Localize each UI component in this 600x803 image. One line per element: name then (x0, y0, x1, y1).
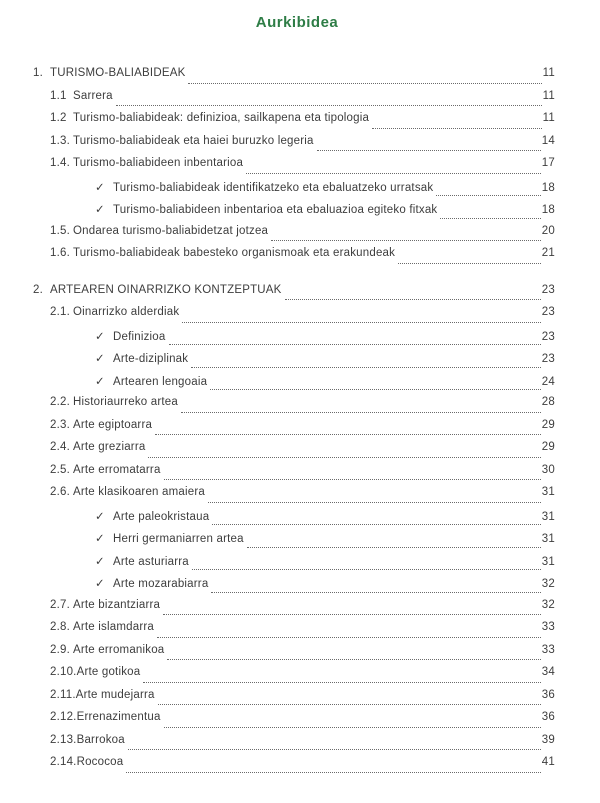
toc-entry-label: Arte paleokristaua (113, 510, 210, 523)
toc-entry-page: 20 (541, 224, 555, 237)
toc-entry[interactable] (33, 157, 555, 180)
toc-entry-label: Definizioa (113, 330, 166, 343)
dot-leader (163, 614, 541, 615)
toc-entry-page: 18 (541, 181, 555, 194)
toc-entry[interactable] (33, 599, 555, 622)
toc-entry-page: 11 (542, 67, 555, 79)
toc-entry-label: Arte mozarabiarra (113, 578, 209, 590)
toc-entry-number: 2.1. (50, 306, 70, 318)
dot-leader (164, 727, 541, 728)
toc-entry-page: 24 (541, 375, 555, 388)
toc-entry[interactable] (33, 711, 555, 734)
toc-entry[interactable] (33, 644, 555, 667)
toc-entry[interactable] (33, 509, 555, 532)
dot-leader (148, 457, 540, 458)
toc-entry-label: Sarrera (73, 89, 113, 102)
toc-entry-label: Herri germaniarren artea (113, 533, 244, 545)
toc-entry[interactable] (33, 621, 555, 644)
dot-leader (157, 637, 541, 638)
toc-entry-label: Artearen lengoaia (113, 375, 208, 388)
toc-entry-label: Arte greziarra (73, 441, 146, 453)
toc-entry[interactable] (33, 531, 555, 554)
dot-leader (188, 83, 541, 84)
table-of-contents (33, 67, 555, 779)
checkmark-icon: ✓ (95, 533, 105, 545)
toc-entry-page: 23 (541, 330, 555, 343)
toc-entry-page: 33 (541, 621, 555, 633)
toc-entry-label: Arte gotikoa (76, 666, 141, 678)
dot-leader (436, 195, 540, 196)
toc-entry-label: Turismo-baliabideak identifikatzeko eta ebaluatzeko urratsak (113, 181, 434, 194)
toc-entry-number: 2.3. (50, 418, 70, 431)
toc-entry-page: 17 (541, 157, 555, 169)
toc-entry[interactable] (33, 666, 555, 689)
dot-leader (372, 128, 542, 129)
toc-entry[interactable] (33, 202, 555, 225)
dot-leader (440, 218, 540, 219)
toc-entry-label: Ondarea turismo-baliabidetzat jotzea (73, 224, 269, 237)
dot-leader (317, 150, 541, 151)
toc-entry-number: 1.1 (50, 89, 67, 102)
toc-entry-number: 2.14. (50, 756, 77, 768)
dot-leader (211, 592, 540, 593)
dot-leader (169, 344, 541, 345)
dot-leader (182, 322, 541, 323)
toc-entry-number: 2.6. (50, 486, 70, 498)
toc-entry[interactable] (33, 756, 555, 779)
toc-entry-page: 33 (541, 643, 555, 656)
toc-entry[interactable] (33, 486, 555, 509)
toc-entry[interactable] (33, 734, 555, 757)
toc-entry[interactable] (33, 554, 555, 577)
toc-entry[interactable] (33, 419, 555, 442)
toc-entry-label: Historiaurreko artea (73, 396, 178, 408)
toc-entry-label: Turismo-baliabideak babesteko organismoak eta erakundeak (73, 247, 396, 259)
dot-leader (158, 704, 541, 705)
toc-entry-number: 1.4. (50, 157, 70, 169)
toc-entry[interactable] (33, 112, 555, 135)
toc-entry[interactable] (33, 225, 555, 248)
toc-entry-label: Arte-diziplinak (113, 353, 189, 365)
checkmark-icon: ✓ (95, 353, 105, 365)
toc-entry[interactable] (33, 351, 555, 374)
toc-entry-number: 2.5. (50, 463, 70, 476)
toc-entry[interactable] (33, 67, 555, 90)
toc-entry-page: 31 (541, 486, 555, 498)
toc-entry-page: 31 (541, 510, 555, 523)
toc-entry[interactable] (33, 464, 555, 487)
toc-entry-label: Arte erromatarra (73, 463, 161, 476)
toc-entry-number: 2.8. (50, 621, 70, 633)
toc-entry[interactable] (33, 306, 555, 329)
toc-entry-label: Arte islamdarra (73, 621, 154, 633)
toc-entry-number: 2.4. (50, 441, 70, 453)
toc-entry-label: Arte egiptoarra (73, 418, 153, 431)
toc-entry-number: 2.12. (50, 711, 77, 723)
toc-entry-label: Arte mudejarra (75, 688, 155, 701)
dot-leader (143, 682, 540, 683)
toc-entry-number: 2. (33, 283, 43, 296)
toc-entry-number: 1.3. (50, 134, 70, 147)
toc-entry-number: 1.2 (50, 112, 67, 124)
toc-entry-page: 28 (541, 396, 555, 408)
toc-entry-label: Turismo-baliabideak eta haiei buruzko legeria (73, 134, 314, 147)
toc-entry[interactable] (33, 689, 555, 712)
toc-entry-page: 41 (541, 756, 555, 768)
toc-entry-label: Arte klasikoaren amaiera (73, 486, 205, 498)
checkmark-icon: ✓ (95, 375, 105, 388)
page-title: Aurkibidea (255, 14, 339, 31)
toc-entry-number: 2.9. (50, 643, 70, 656)
toc-entry-page: 14 (541, 134, 555, 147)
toc-entry-label: Turismo-baliabideen inbentarioa (73, 157, 244, 169)
toc-entry-label: Oinarrizko alderdiak (73, 306, 180, 318)
toc-entry-label: Arte asturiarra (113, 555, 189, 568)
dot-leader (208, 502, 541, 503)
toc-entry-label: Turismo-baliabideen inbentarioa eta ebaluazioa egiteko fitxak (113, 204, 438, 216)
toc-entry-page: 39 (541, 733, 555, 746)
toc-entry[interactable] (33, 247, 555, 270)
toc-entry-page: 18 (541, 204, 555, 216)
toc-entry[interactable] (33, 90, 555, 113)
toc-entry-page: 23 (541, 306, 555, 318)
toc-entry-label: Arte bizantziarra (73, 598, 161, 611)
toc-entry[interactable] (33, 576, 555, 599)
toc-entry-page: 36 (541, 688, 555, 701)
toc-entry-page: 29 (541, 441, 555, 453)
toc-entry-page: 29 (541, 418, 555, 431)
toc-entry-label: ARTEAREN OINARRIZKO KONTZEPTUAK (50, 283, 282, 296)
toc-entry-page: 30 (541, 463, 555, 476)
checkmark-icon: ✓ (95, 555, 105, 568)
toc-entry-page: 21 (541, 247, 555, 259)
toc-entry-label: Errenazimentua (76, 711, 161, 723)
toc-entry-label: Rococoa (76, 756, 124, 768)
dot-leader (246, 173, 541, 174)
toc-entry-page: 11 (542, 89, 555, 102)
dot-leader (285, 299, 541, 300)
toc-entry-number: 2.2. (50, 396, 70, 408)
dot-leader (164, 479, 541, 480)
toc-entry-page: 23 (541, 283, 555, 296)
checkmark-icon: ✓ (95, 181, 105, 194)
checkmark-icon: ✓ (95, 204, 105, 216)
toc-entry-page: 11 (542, 112, 555, 124)
dot-leader (116, 105, 542, 106)
toc-entry-number: 1.6. (50, 247, 70, 259)
dot-leader (128, 749, 541, 750)
dot-leader (126, 772, 540, 773)
toc-entry[interactable] (33, 135, 555, 158)
dot-leader (191, 367, 541, 368)
dot-leader (247, 547, 541, 548)
toc-entry-number: 2.7. (50, 598, 70, 611)
toc-entry-number: 2.13. (50, 733, 77, 746)
toc-entry-page: 34 (541, 666, 555, 678)
checkmark-icon: ✓ (95, 330, 105, 343)
checkmark-icon: ✓ (95, 510, 105, 523)
toc-entry[interactable] (33, 396, 555, 419)
toc-entry-page: 36 (541, 711, 555, 723)
toc-entry-page: 31 (541, 555, 555, 568)
toc-entry-page: 23 (541, 353, 555, 365)
toc-entry-number: 2.10. (50, 666, 77, 678)
toc-entry-label: Turismo-baliabideak: definizioa, sailkapena eta tipologia (73, 112, 370, 124)
dot-leader (181, 412, 541, 413)
toc-entry-number: 1. (33, 67, 43, 79)
toc-entry-label: Arte erromanikoa (73, 643, 165, 656)
toc-entry-label: TURISMO-BALIABIDEAK (50, 67, 186, 79)
dot-leader (192, 569, 541, 570)
dot-leader (167, 659, 540, 660)
toc-entry-number: 1.5. (50, 224, 70, 237)
toc-entry-page: 31 (541, 533, 555, 545)
toc-entry-number: 2.11. (50, 688, 76, 701)
dot-leader (271, 240, 541, 241)
checkmark-icon: ✓ (95, 578, 105, 590)
dot-leader (210, 389, 541, 390)
dot-leader (398, 263, 541, 264)
toc-entry[interactable] (33, 374, 555, 397)
toc-entry[interactable] (33, 284, 555, 307)
toc-entry[interactable] (33, 180, 555, 203)
toc-entry-label: Barrokoa (76, 733, 125, 746)
toc-entry-page: 32 (541, 598, 555, 611)
toc-entry[interactable] (33, 441, 555, 464)
toc-entry-page: 32 (541, 578, 555, 590)
toc-entry[interactable] (33, 329, 555, 352)
dot-leader (212, 524, 541, 525)
dot-leader (155, 434, 541, 435)
